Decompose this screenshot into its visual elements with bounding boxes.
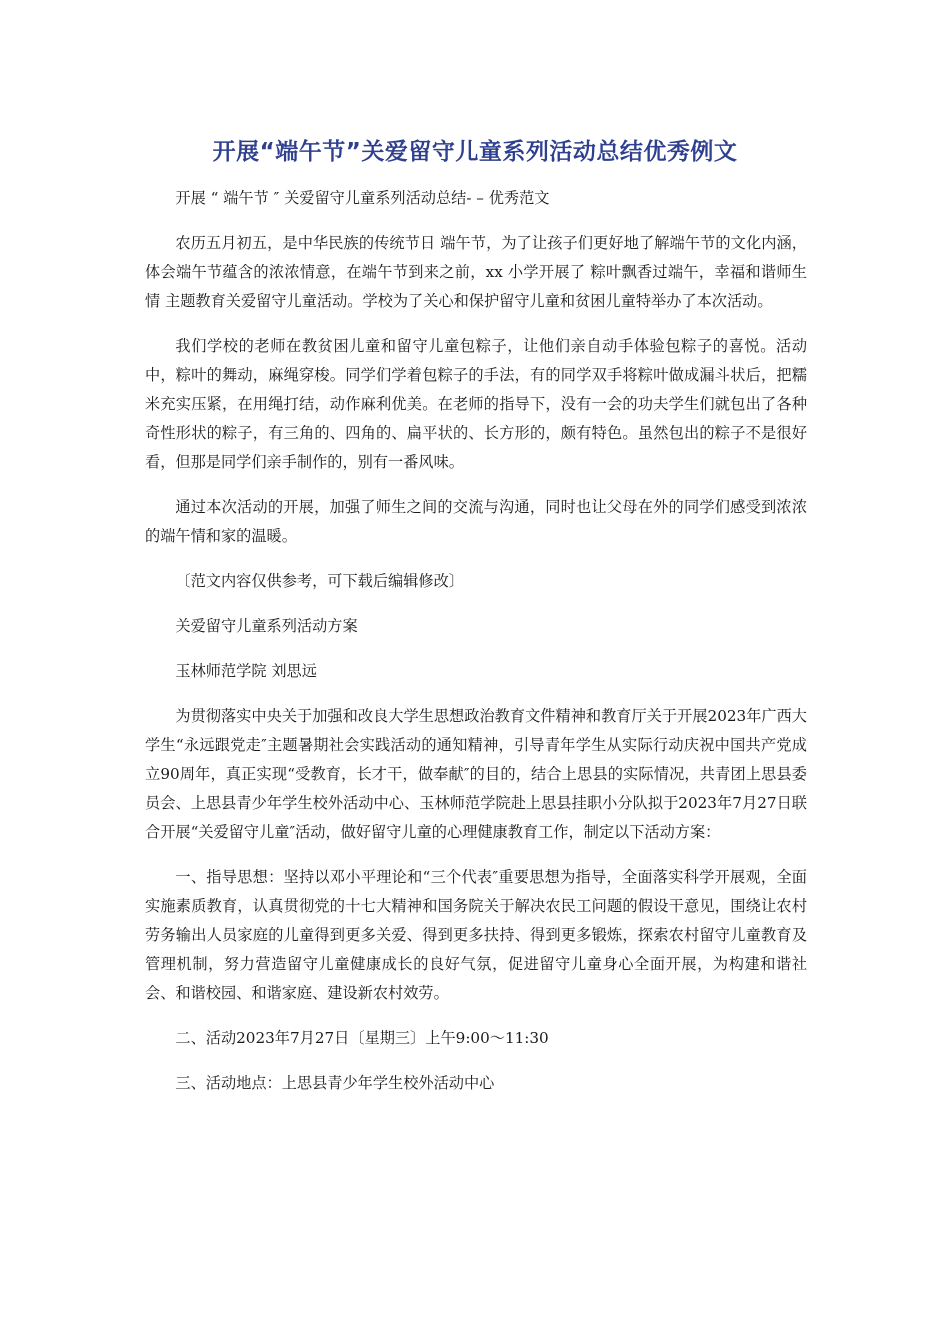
paragraph: 农历五月初五，是中华民族的传统节日 端午节，为了让孩子们更好地了解端午节的文化内涵，体会端午节蕴含的浓浓情意，在端午节到来之前，xx 小学开展了 粽叶飘香过端午，幸福和谐师生情 主题教育关爱留守儿童活动。学校为了关心和保护留守儿童和贫困儿童特举办了本次活动。 <box>145 234 807 310</box>
document-body <box>145 184 807 1114</box>
section-heading: 关爱留守儿童系列活动方案 <box>175 617 358 635</box>
disclaimer-note: 〔范文内容仅供参考，可下载后编辑修改〕 <box>175 572 464 590</box>
subtitle-line: 开展 “ 端午节 ″ 关爱留守儿童系列活动总结- – 优秀范文 <box>175 189 550 207</box>
paragraph: 我们学校的老师在教贫困儿童和留守儿童包粽子，让他们亲自动手体验包粽子的喜悦。活动中，粽叶的舞动，麻绳穿梭。同学们学着包粽子的手法，有的同学双手将粽叶做成漏斗状后，把糯米充实压紧，在用绳打结，动作麻利优美。在老师的指导下，没有一会的功夫学生们就包出了各种奇性形状的粽子，有三角的、四角的、扁平状的、长方形的，颇有特色。虽然包出的粽子不是很好看，但那是同学们亲手制作的，别有一番风味。 <box>145 337 807 471</box>
paragraph: 一、指导思想：坚持以邓小平理论和“三个代表″重要思想为指导，全面落实科学开展观，全面实施素质教育，认真贯彻党的十七大精神和国务院关于解决农民工问题的假设干意见，围绕让农村劳务输出人员家庭的儿童得到更多关爱、得到更多扶持、得到更多锻炼，探索农村留守儿童教育及管理机制，努力营造留守儿童健康成长的良好气氛，促进留守儿童身心全面开展，为构建和谐社会、和谐校园、和谐家庭、建设新农村效劳。 <box>145 868 807 1002</box>
paragraph: 二、活动2023年7月27日〔星期三〕上午9:00～11:30 <box>175 1029 549 1047</box>
author-line: 玉林师范学院 刘思远 <box>175 662 317 680</box>
paragraph: 通过本次活动的开展，加强了师生之间的交流与沟通，同时也让父母在外的同学们感受到浓浓的端午情和家的温暖。 <box>145 498 807 545</box>
paragraph: 为贯彻落实中央关于加强和改良大学生思想政治教育文件精神和教育厅关于开展2023年广西大学生“永远跟党走″主题暑期社会实践活动的通知精神，引导青年学生从实际行动庆祝中国共产党成立90周年，真正实现“受教育，长才干，做奉献″的目的，结合上思县的实际情况，共青团上思县委员会、上思县青少年学生校外活动中心、玉林师范学院赴上思县挂职小分队拟于2023年7月27日联合开展“关爱留守儿童″活动，做好留守儿童的心理健康教育工作，制定以下活动方案： <box>145 707 807 841</box>
paragraph: 三、活动地点：上思县青少年学生校外活动中心 <box>175 1074 495 1092</box>
document-title: 开展“端午节”关爱留守儿童系列活动总结优秀例文 <box>212 139 738 165</box>
